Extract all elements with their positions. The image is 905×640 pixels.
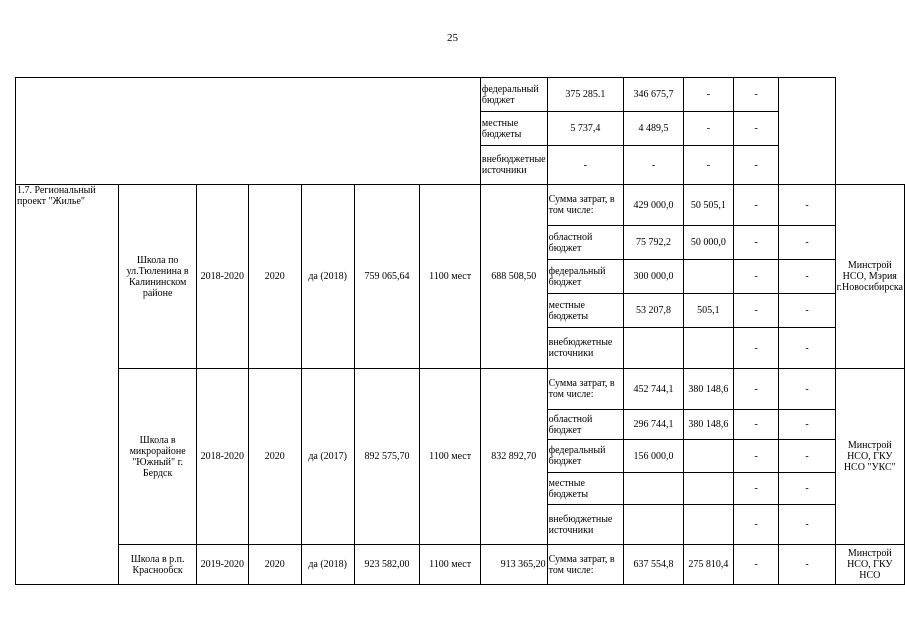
funding-source: Сумма затрат, в том числе: (547, 545, 624, 585)
object-cost: 759 065,64 (354, 185, 420, 369)
amount-cell: 75 792,2 (624, 226, 684, 260)
dash-cell: - (733, 369, 778, 410)
dash-cell: - (779, 473, 835, 505)
funding-source: местные бюджеты (480, 112, 547, 146)
object-remaining: 832 892,70 (480, 369, 547, 545)
object-year: 2020 (248, 185, 301, 369)
object-name: Школа в р.п. Краснообск (119, 545, 196, 585)
funding-source: местные бюджеты (547, 294, 624, 328)
amount-cell: 275 810,4 (683, 545, 733, 585)
dash-cell: - (733, 328, 778, 369)
dash-cell: - (779, 260, 835, 294)
amount-cell: 296 744,1 (624, 410, 684, 440)
funding-source: федеральный бюджет (480, 78, 547, 112)
amount-cell (683, 505, 733, 545)
table-row (16, 545, 905, 585)
amount-cell (683, 473, 733, 505)
responsible-cell (779, 78, 835, 185)
dash-cell: - (733, 410, 778, 440)
object-capacity: 1100 мест (420, 545, 481, 585)
dash-cell: - (733, 294, 778, 328)
empty-merged-cell (16, 78, 481, 185)
amount-cell: 429 000,0 (624, 185, 684, 226)
table-row (16, 185, 905, 226)
dash-cell: - (779, 294, 835, 328)
amount-cell: - (547, 146, 624, 185)
amount-cell: - (624, 146, 684, 185)
amount-cell: 300 000,0 (624, 260, 684, 294)
amount-cell: 346 675,7 (624, 78, 684, 112)
dash-cell: - (683, 146, 733, 185)
object-capacity: 1100 мест (420, 185, 481, 369)
dash-cell: - (733, 146, 778, 185)
table-row (16, 78, 905, 112)
object-year: 2020 (248, 369, 301, 545)
dash-cell: - (779, 226, 835, 260)
object-remaining: 913 365,20 (480, 545, 547, 585)
responsible-cell: Минстрой НСО, ГКУ НСО (835, 545, 904, 585)
object-remaining: 688 508,50 (480, 185, 547, 369)
dash-cell: - (779, 410, 835, 440)
dash-cell: - (733, 226, 778, 260)
dash-cell: - (733, 440, 778, 473)
dash-cell: - (733, 112, 778, 146)
dash-cell: - (733, 545, 778, 585)
amount-cell: 53 207,8 (624, 294, 684, 328)
object-period: 2018-2020 (196, 185, 248, 369)
object-period: 2018-2020 (196, 369, 248, 545)
funding-source: внебюджетные источники (480, 146, 547, 185)
object-period: 2019-2020 (196, 545, 248, 585)
amount-cell (683, 260, 733, 294)
amount-cell (683, 328, 733, 369)
amount-cell: 375 285.1 (547, 78, 624, 112)
dash-cell: - (779, 328, 835, 369)
amount-cell: 50 000,0 (683, 226, 733, 260)
amount-cell: 637 554,8 (624, 545, 684, 585)
dash-cell: - (683, 112, 733, 146)
dash-cell: - (733, 260, 778, 294)
funding-source: внебюджетные источники (547, 328, 624, 369)
object-psd: да (2018) (301, 185, 354, 369)
amount-cell: 4 489,5 (624, 112, 684, 146)
funding-source: Сумма затрат, в том числе: (547, 185, 624, 226)
amount-cell (683, 440, 733, 473)
page-number: 25 (447, 32, 458, 44)
dash-cell: - (683, 78, 733, 112)
dash-cell: - (733, 78, 778, 112)
amount-cell: 5 737,4 (547, 112, 624, 146)
funding-source: внебюджетные источники (547, 505, 624, 545)
amount-cell (624, 328, 684, 369)
dash-cell: - (733, 505, 778, 545)
object-capacity: 1100 мест (420, 369, 481, 545)
object-psd: да (2017) (301, 369, 354, 545)
amount-cell: 505,1 (683, 294, 733, 328)
program-table (15, 77, 905, 585)
object-name: Школа в микрорайоне "Южный" г. Бердск (119, 369, 196, 545)
object-year: 2020 (248, 545, 301, 585)
amount-cell (624, 473, 684, 505)
funding-source: местные бюджеты (547, 473, 624, 505)
responsible-cell: Минстрой НСО, Мэрия г.Новосибирска (835, 185, 904, 369)
dash-cell: - (779, 545, 835, 585)
funding-source: федеральный бюджет (547, 440, 624, 473)
amount-cell: 156 000,0 (624, 440, 684, 473)
dash-cell: - (779, 369, 835, 410)
funding-source: федеральный бюджет (547, 260, 624, 294)
amount-cell: 380 148,6 (683, 369, 733, 410)
funding-source: Сумма затрат, в том числе: (547, 369, 624, 410)
funding-source: областной бюджет (547, 226, 624, 260)
responsible-cell: Минстрой НСО, ГКУ НСО "УКС" (835, 369, 904, 545)
amount-cell: 452 744,1 (624, 369, 684, 410)
table-row (16, 369, 905, 410)
dash-cell: - (779, 185, 835, 226)
amount-cell: 380 148,6 (683, 410, 733, 440)
project-label: 1.7. Региональный проект "Жилье" (16, 185, 119, 585)
object-name: Школа по ул.Тюленина в Калининском районе (119, 185, 196, 369)
dash-cell: - (733, 185, 778, 226)
amount-cell (624, 505, 684, 545)
object-cost: 923 582,00 (354, 545, 420, 585)
dash-cell: - (779, 505, 835, 545)
dash-cell: - (733, 473, 778, 505)
dash-cell: - (779, 440, 835, 473)
amount-cell: 50 505,1 (683, 185, 733, 226)
object-cost: 892 575,70 (354, 369, 420, 545)
funding-source: областной бюджет (547, 410, 624, 440)
object-psd: да (2018) (301, 545, 354, 585)
